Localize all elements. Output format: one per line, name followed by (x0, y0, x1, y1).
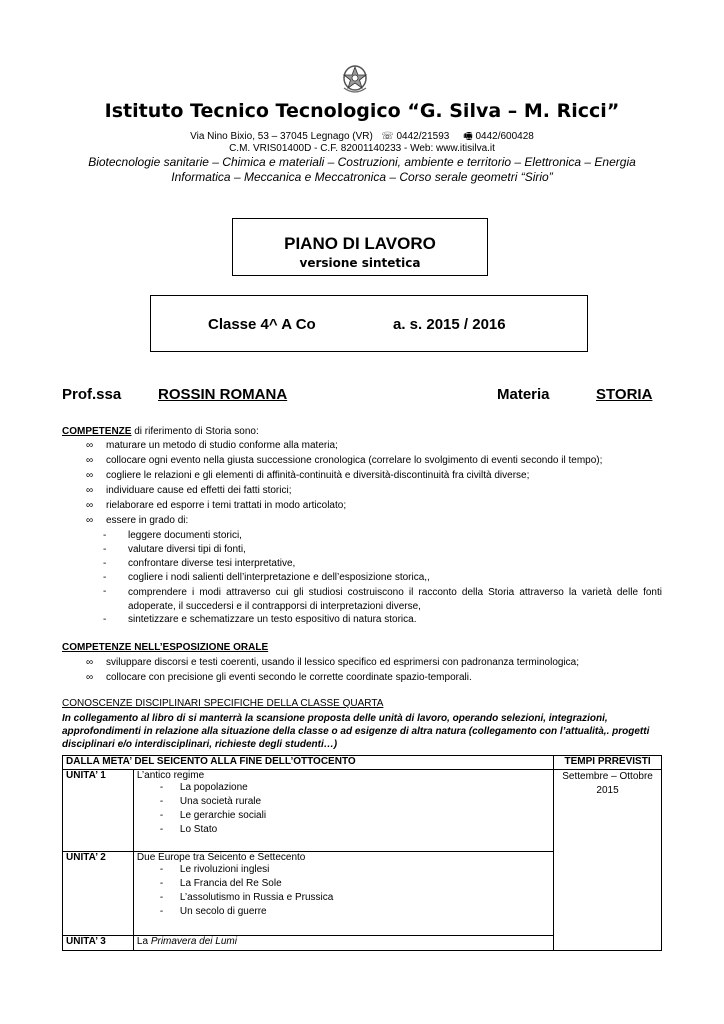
unit-content (133, 852, 553, 936)
sub-list-item: - leggere documenti storici, (103, 530, 242, 541)
unit-times: Settembre – Ottobre 2015 (554, 770, 662, 951)
table-header-period: DALLA META’ DEL SEICENTO ALLA FINE DELL’OTTOCENTO (63, 756, 554, 770)
table-header-times: TEMPI PRREVISTI (554, 756, 662, 770)
sub-list-item: - sintetizzare e schematizzare un testo espositivo di natura storica. (103, 614, 417, 625)
institute-codes: C.M. VRIS01400D - C.F. 82001140233 - Web: www.itisilva.it (229, 143, 495, 154)
subject-name: STORIA (596, 386, 653, 403)
class-box (150, 295, 588, 352)
school-year: a. s. 2015 / 2016 (393, 316, 506, 333)
list-item: - L’assolutismo in Russia e Prussica (159, 892, 334, 903)
unit-content (133, 770, 553, 852)
bullet-icon: ∞ (86, 485, 94, 496)
list-item: - La Francia del Re Sole (159, 878, 282, 889)
list-item: ∞ sviluppare discorsi e testi coerenti, usando il lessico specifico ed esprimersi con padronanza terminologica; (86, 657, 580, 668)
bullet-icon: ∞ (86, 672, 94, 683)
orale-heading: COMPETENZE NELL’ESPOSIZIONE ORALE (62, 642, 269, 653)
list-item: ∞ collocare ogni evento nella giusta successione cronologica (correlare lo svolgimento di eventi secondo il tempo); (86, 455, 603, 466)
bullet-icon: ∞ (86, 515, 94, 526)
units-table (62, 755, 662, 951)
competenze-heading: COMPETENZE di riferimento di Storia sono: (62, 426, 259, 437)
specializations: Biotecnologie sanitarie – Chimica e materiali – Costruzioni, ambiente e territorio – Elettronica – Energia Informatica – Meccanica e Meccatronica – Corso serale geometri “Sirio” (88, 155, 636, 184)
list-item: ∞ rielaborare ed esporre i temi trattati in modo articolato; (86, 500, 347, 511)
unit-title: Due Europe tra Seicento e Settecento (136, 852, 306, 863)
list-item: - Una società rurale (159, 796, 262, 807)
unit-label: UNITA’ 3 (63, 936, 134, 951)
unit-title: L’antico regime (136, 770, 205, 781)
class-label: Classe 4^ A Co (208, 316, 316, 333)
fax-icon: 🖷 (463, 131, 473, 142)
conoscenze-intro: In collegamento al libro di si manterrà la scansione proposta delle unità di lavoro, operando selezioni, integrazioni, approfondimenti in relazione alla situazione della classe o ad esigenze di altra natura (collegamento con l’attualità,. progetti disciplinari e/o interdisciplinari, richieste degli studenti…) (62, 713, 650, 750)
unit-title: La (136, 936, 151, 947)
conoscenze-heading: CONOSCENZE DISCIPLINARI SPECIFICHE DELLA CLASSE QUARTA (62, 698, 384, 709)
unit-label: UNITA’ 1 (63, 770, 134, 852)
bullet-icon: ∞ (86, 440, 94, 451)
bullet-icon: ∞ (86, 500, 94, 511)
subject-label: Materia (497, 386, 550, 403)
list-item: - Le gerarchie sociali (159, 810, 267, 821)
institute-name: Istituto Tecnico Tecnologico “G. Silva – M. Ricci” (104, 100, 620, 122)
teacher-name: ROSSIN ROMANA (158, 386, 288, 403)
table-row (63, 770, 662, 852)
list-item: ∞ maturare un metodo di studio conforme alla materia; (86, 440, 338, 451)
plan-title: PIANO DI LAVORO (284, 234, 436, 253)
institute-address: Via Nino Bixio, 53 – 37045 Legnago (VR) ☏ 0442/21593 🖷 0442/600428 (190, 131, 534, 142)
unit-label: UNITA’ 2 (63, 852, 134, 936)
plan-subtitle: versione sintetica (299, 256, 421, 270)
sub-list-item: - cogliere i nodi salienti dell’interpretazione e dell’esposizione storica,, (103, 572, 430, 583)
sub-list-item: comprendere i modi attraverso cui gli studiosi costruiscono il racconto della Storia attraverso la varietà delle fonti adoperate, il succedersi e il contrapporsi di interpretazioni diverse, (128, 587, 662, 612)
republic-emblem-icon (340, 60, 370, 94)
list-item: - Lo Stato (159, 824, 218, 835)
bullet-icon: ∞ (86, 455, 94, 466)
unit-content (133, 936, 553, 951)
list-item: ∞ essere in grado di: (86, 515, 189, 526)
sub-list-item-dash: - (103, 586, 107, 597)
list-item: - Un secolo di guerre (159, 906, 267, 917)
sub-list-item: - valutare diversi tipi di fonti, (103, 544, 246, 555)
table-header-row (63, 756, 662, 770)
teacher-label: Prof.ssa (62, 386, 122, 403)
list-item: - La popolazione (159, 782, 248, 793)
bullet-icon: ∞ (86, 470, 94, 481)
list-item: ∞ individuare cause ed effetti dei fatti storici; (86, 485, 292, 496)
phone-number: 0442/21593 (396, 131, 450, 142)
fax-number: 0442/600428 (475, 131, 534, 142)
sub-list-item: - confrontare diverse tesi interpretative, (103, 558, 296, 569)
phone-icon: ☏ (381, 131, 394, 142)
bullet-icon: ∞ (86, 657, 94, 668)
plan-title-box (232, 218, 488, 276)
list-item: ∞ cogliere le relazioni e gli elementi di affinità-continuità e diversità-discontinuità fra civiltà diverse; (86, 470, 530, 481)
list-item: ∞ collocare con precisione gli eventi secondo le corrette coordinate spazio-temporali. (86, 672, 472, 683)
list-item: - Le rivoluzioni inglesi (159, 864, 270, 875)
unit-title-italic: Primavera dei Lumi (150, 936, 237, 947)
